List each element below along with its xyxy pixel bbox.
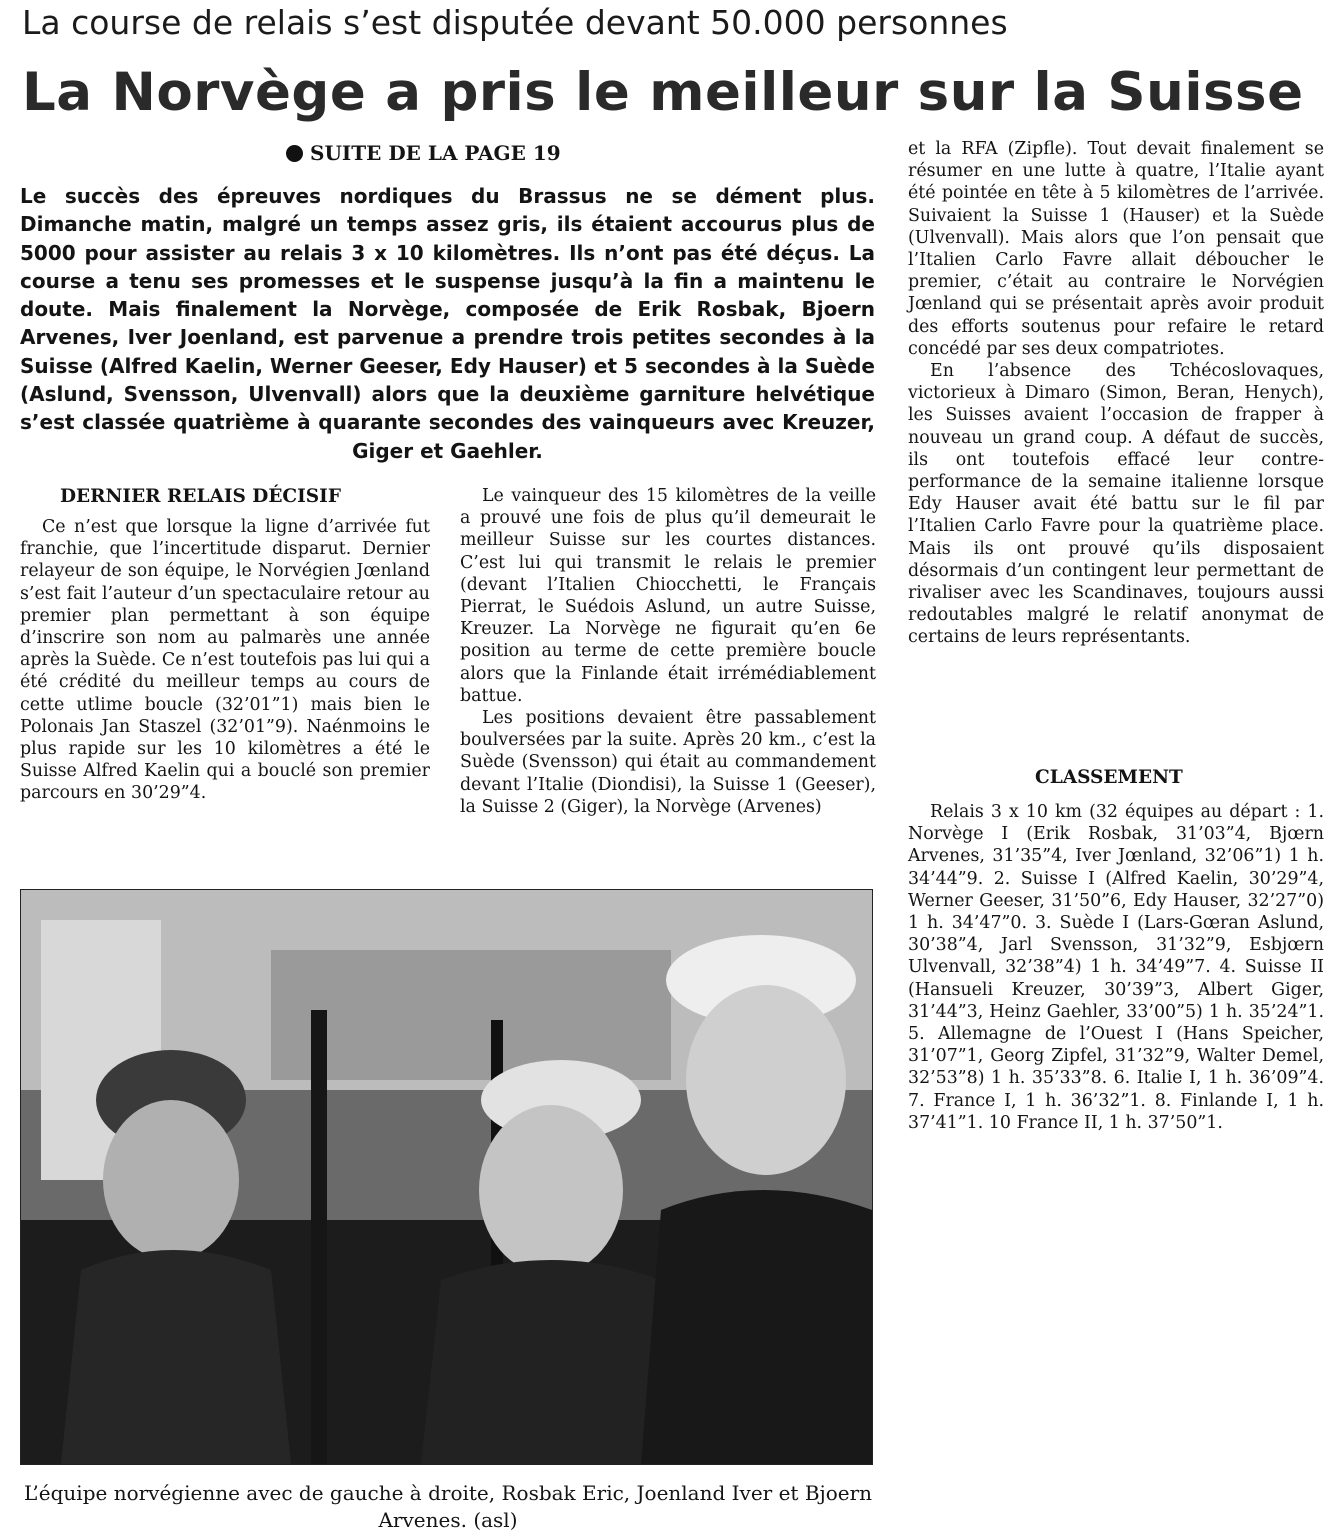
kicker-headline: La course de relais s’est disputée devant 50.000 personnes: [22, 3, 1008, 42]
column-middle-paragraph-2: Les positions devaient être passablement boulversées par la suite. Après 20 km., c’est la Suède (Svensson) qui était au commandement devant l’Italie (Diondisi), la Suisse 1 (Geeser), la Suisse 2 (Giger), la Norvège (Arvenes): [460, 708, 876, 817]
column-right-paragraph-2: En l’absence des Tchécoslovaques, victorieux à Dimaro (Simon, Beran, Henych), les Suisses avaient l’occasion de frapper à nouveau un grand coup. A défaut de succès, ils ont toutefois effacé leur contre-performance de la semaine italienne lorsque Edy Hauser avait été battu sur le fil par l’Italien Carlo Favre pour la quatrième place. Mais ils ont prouvé qu’ils disposaient désormais d’un contingent leur permettant de rivaliser avec les Scandinaves, toujours aussi redoutables malgré le relatif anonymat de certains de leurs représentants.: [908, 361, 1324, 648]
team-photo: [20, 889, 873, 1465]
column-middle: [460, 485, 876, 818]
results-paragraph: Relais 3 x 10 km (32 équipes au départ : 1. Norvège I (Erik Rosbak, 31’03”4, Bjœrn Arvenes, 31’35”4, Iver Jœnland, 32’06”1) 1 h. 34’44”9. 2. Suisse I (Alfred Kaelin, 30’29”4, Werner Geeser, 31’50”6, Edy Hauser, 32’27”0) 1 h. 34’47”0. 3. Suède I (Lars-Gœran Aslund, 30’38”4, Jarl Svensson, 31’32”9, Esbjœrn Ulvenvall, 32’38”4) 1 h. 34’49”7. 4. Suisse II (Hansueli Kreuzer, 30’39”3, Albert Giger, 31’44”3, Heinz Gaehler, 33’00”5) 1 h. 35’24”1. 5. Allemagne de l’Ouest I (Hans Speicher, 31’07”1, Georg Zipfel, 31’32”9, Walter Demel, 32’53”8) 1 h. 35’33”8. 6. Italie I, 1 h. 36’09”4. 7. France I, 1 h. 36’32”1. 8. Finlande I, 1 h. 37’41”1. 10 France II, 1 h. 37’50”1.: [908, 802, 1324, 1133]
photo-caption: L’équipe norvégienne avec de gauche à droite, Rosbak Eric, Joenland Iver et Bjoern Arvenes. (asl): [23, 1481, 873, 1532]
main-headline: La Norvège a pris le meilleur sur la Suisse: [22, 62, 1304, 123]
subhead-classement: CLASSEMENT: [1035, 767, 1183, 788]
column-right-paragraph-1: et la RFA (Zipfle). Tout devait finalement se résumer en une lutte à quatre, l’Italie ayant été pointée en tête à 5 kilomètres de l’arrivée. Suivaient la Suisse 1 (Hauser) et la Suède (Ulvenvall). Mais alors que l’on pensait que l’Italien Carlo Favre allait déboucher le premier, c’était au contraire le Norvégien Jœnland qui se présentait après avoir produit des efforts soutenus pour refaire le retard concédé par ses deux compatriotes.: [908, 139, 1324, 359]
column-right: [908, 138, 1324, 649]
continued-from-line: [286, 141, 686, 165]
column-left-paragraph: Ce n’est que lorsque la ligne d’arrivée fut franchie, que l’incertitude disparut. Dernier relayeur de son équipe, le Norvégien Jœnland s’est fait l’auteur d’un spectaculaire retour au premier plan permettant à son équipe d’inscrire son nom au palmarès une année après la Suède. Ce n’est toutefois pas lui qui a été crédité du meilleur temps au cours de cette utlime boucle (32’01”1) mais bien le Polonais Jan Staszel (32’01”9). Naénmoins le plus rapide sur les 10 kilomètres a été le Suisse Alfred Kaelin qui a bouclé son premier parcours en 30’29”4.: [20, 517, 430, 804]
column-middle-paragraph-1: Le vainqueur des 15 kilomètres de la veille a prouvé une fois de plus qu’il demeurait le meilleur Suisse sur les courtes distances. C’est lui qui transmit le relais le premier (devant l’Italien Chiocchetti, le Français Pierrat, le Suédois Aslund, un autre Suisse, Kreuzer. La Norvège ne figurait qu’en 6e position au terme de cette première boucle alors que la Finlande était irrémédiablement battue.: [460, 486, 876, 706]
team-photo-image: [21, 890, 872, 1464]
continued-from-text: SUITE DE LA PAGE 19: [310, 141, 561, 165]
column-left: [20, 516, 430, 805]
results-list: [908, 801, 1324, 1134]
bullet-icon: [286, 145, 303, 162]
subhead-dernier-relais: DERNIER RELAIS DÉCISIF: [60, 486, 341, 507]
lead-paragraph: Le succès des épreuves nordiques du Brassus ne se dément plus. Dimanche matin, malgré un temps assez gris, ils étaient accourus plus de 5000 pour assister au relais 3 x 10 kilomètres. Ils n’ont pas été déçus. La course a tenu ses promesses et le suspense jusqu’à la fin a maintenu le doute. Mais finalement la Norvège, composée de Erik Rosbak, Bjoern Arvenes, Iver Joenland, est parvenue a prendre trois petites secondes à la Suisse (Alfred Kaelin, Werner Geeser, Edy Hauser) et 5 secondes à la Suède (Aslund, Svensson, Ulvenvall) alors que la deuxième garniture helvétique s’est classée quatrième à quarante secondes des vainqueurs avec Kreuzer, Giger et Gaehler.: [20, 184, 875, 463]
